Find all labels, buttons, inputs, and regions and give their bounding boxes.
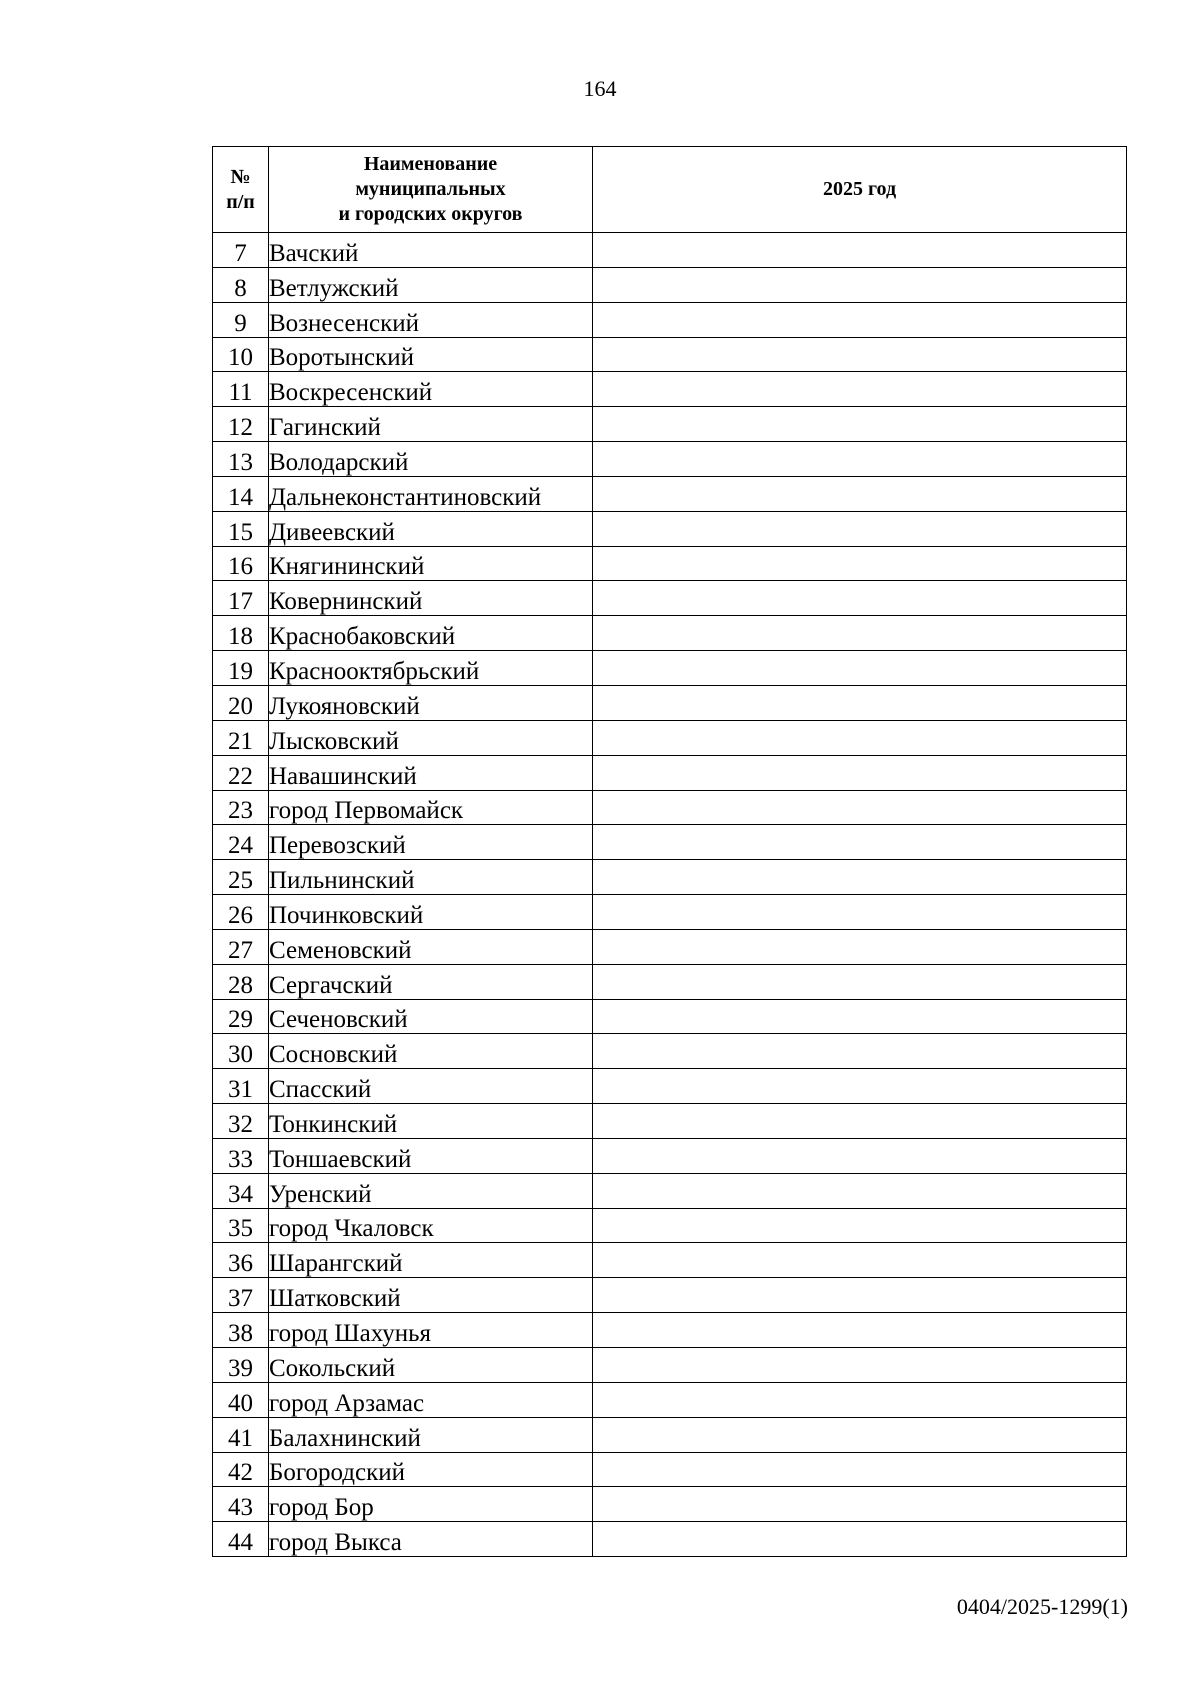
row-value-2025 bbox=[593, 1208, 1127, 1243]
row-name: Сергачский bbox=[269, 964, 593, 999]
row-value-2025 bbox=[593, 1348, 1127, 1383]
row-name: Воротынский bbox=[269, 337, 593, 372]
table-row bbox=[213, 1104, 1127, 1139]
row-name: Шатковский bbox=[269, 1278, 593, 1313]
row-value-2025 bbox=[593, 337, 1127, 372]
table-row bbox=[213, 337, 1127, 372]
row-name: город Шахунья bbox=[269, 1313, 593, 1348]
header-number-line: п/п bbox=[226, 190, 255, 213]
table-row bbox=[213, 929, 1127, 964]
row-name: Тонкинский bbox=[269, 1104, 593, 1139]
table-row bbox=[213, 442, 1127, 477]
row-name: Дальнеконстантиновский bbox=[269, 476, 593, 511]
row-number: 28 bbox=[213, 964, 269, 999]
row-value-2025 bbox=[593, 999, 1127, 1034]
row-value-2025 bbox=[593, 1382, 1127, 1417]
table-row bbox=[213, 1278, 1127, 1313]
table-row bbox=[213, 1069, 1127, 1104]
row-name: Краснооктябрьский bbox=[269, 651, 593, 686]
row-name: Навашинский bbox=[269, 755, 593, 790]
row-number: 12 bbox=[213, 407, 269, 442]
row-number: 40 bbox=[213, 1382, 269, 1417]
table-row bbox=[213, 1382, 1127, 1417]
table-row bbox=[213, 233, 1127, 268]
row-name: Володарский bbox=[269, 442, 593, 477]
row-name: Воскресенский bbox=[269, 372, 593, 407]
table-row bbox=[213, 860, 1127, 895]
table-row bbox=[213, 1417, 1127, 1452]
table-row bbox=[213, 1034, 1127, 1069]
row-value-2025 bbox=[593, 895, 1127, 930]
row-value-2025 bbox=[593, 476, 1127, 511]
table-row bbox=[213, 476, 1127, 511]
table-row bbox=[213, 720, 1127, 755]
row-value-2025 bbox=[593, 442, 1127, 477]
row-number: 32 bbox=[213, 1104, 269, 1139]
row-number: 29 bbox=[213, 999, 269, 1034]
row-value-2025 bbox=[593, 1278, 1127, 1313]
row-name: Семеновский bbox=[269, 929, 593, 964]
row-name: Спасский bbox=[269, 1069, 593, 1104]
row-number: 24 bbox=[213, 825, 269, 860]
header-name bbox=[269, 147, 593, 233]
row-name: город Выкса bbox=[269, 1522, 593, 1557]
row-value-2025 bbox=[593, 825, 1127, 860]
row-name: Княгининский bbox=[269, 546, 593, 581]
row-name: Лысковский bbox=[269, 720, 593, 755]
table-row bbox=[213, 1522, 1127, 1557]
row-value-2025 bbox=[593, 1243, 1127, 1278]
row-number: 13 bbox=[213, 442, 269, 477]
row-number: 31 bbox=[213, 1069, 269, 1104]
row-value-2025 bbox=[593, 1417, 1127, 1452]
row-name: Вачский bbox=[269, 233, 593, 268]
row-name: Сеченовский bbox=[269, 999, 593, 1034]
row-name: Сосновский bbox=[269, 1034, 593, 1069]
row-value-2025 bbox=[593, 1034, 1127, 1069]
row-name: Балахнинский bbox=[269, 1417, 593, 1452]
row-name: Тоншаевский bbox=[269, 1138, 593, 1173]
row-value-2025 bbox=[593, 302, 1127, 337]
table-row bbox=[213, 825, 1127, 860]
row-number: 7 bbox=[213, 233, 269, 268]
table-row bbox=[213, 790, 1127, 825]
municipalities-table bbox=[212, 146, 1127, 1557]
row-number: 26 bbox=[213, 895, 269, 930]
row-number: 34 bbox=[213, 1173, 269, 1208]
row-value-2025 bbox=[593, 929, 1127, 964]
row-number: 19 bbox=[213, 651, 269, 686]
row-value-2025 bbox=[593, 1173, 1127, 1208]
table-row bbox=[213, 964, 1127, 999]
row-value-2025 bbox=[593, 1522, 1127, 1557]
row-number: 43 bbox=[213, 1487, 269, 1522]
row-number: 17 bbox=[213, 581, 269, 616]
table-row bbox=[213, 1138, 1127, 1173]
row-value-2025 bbox=[593, 581, 1127, 616]
header-number bbox=[213, 147, 269, 233]
row-number: 33 bbox=[213, 1138, 269, 1173]
table-row bbox=[213, 581, 1127, 616]
row-number: 8 bbox=[213, 267, 269, 302]
row-value-2025 bbox=[593, 720, 1127, 755]
row-value-2025 bbox=[593, 1138, 1127, 1173]
table-row bbox=[213, 895, 1127, 930]
table-row bbox=[213, 372, 1127, 407]
row-value-2025 bbox=[593, 407, 1127, 442]
row-value-2025 bbox=[593, 616, 1127, 651]
row-value-2025 bbox=[593, 1487, 1127, 1522]
header-year: 2025 год bbox=[593, 147, 1127, 233]
table-row bbox=[213, 546, 1127, 581]
row-name: город Арзамас bbox=[269, 1382, 593, 1417]
table-row bbox=[213, 1487, 1127, 1522]
table-row bbox=[213, 1348, 1127, 1383]
row-name: Пильнинский bbox=[269, 860, 593, 895]
row-name: Гагинский bbox=[269, 407, 593, 442]
row-number: 37 bbox=[213, 1278, 269, 1313]
row-value-2025 bbox=[593, 511, 1127, 546]
row-value-2025 bbox=[593, 1104, 1127, 1139]
row-name: город Первомайск bbox=[269, 790, 593, 825]
row-number: 25 bbox=[213, 860, 269, 895]
row-value-2025 bbox=[593, 267, 1127, 302]
row-name: Лукояновский bbox=[269, 685, 593, 720]
row-number: 44 bbox=[213, 1522, 269, 1557]
header-name-line: и городских округов bbox=[338, 203, 523, 225]
row-name: Сокольский bbox=[269, 1348, 593, 1383]
row-value-2025 bbox=[593, 1313, 1127, 1348]
row-name: Уренский bbox=[269, 1173, 593, 1208]
row-number: 41 bbox=[213, 1417, 269, 1452]
row-number: 35 bbox=[213, 1208, 269, 1243]
table-row bbox=[213, 685, 1127, 720]
row-number: 21 bbox=[213, 720, 269, 755]
row-number: 15 bbox=[213, 511, 269, 546]
table-row bbox=[213, 267, 1127, 302]
row-number: 36 bbox=[213, 1243, 269, 1278]
row-value-2025 bbox=[593, 755, 1127, 790]
row-name: Дивеевский bbox=[269, 511, 593, 546]
row-name: Краснобаковский bbox=[269, 616, 593, 651]
row-value-2025 bbox=[593, 651, 1127, 686]
row-name: Перевозский bbox=[269, 825, 593, 860]
row-number: 18 bbox=[213, 616, 269, 651]
table-row bbox=[213, 1208, 1127, 1243]
table-row bbox=[213, 1173, 1127, 1208]
table-row bbox=[213, 999, 1127, 1034]
table-row bbox=[213, 755, 1127, 790]
row-name: Шарангский bbox=[269, 1243, 593, 1278]
table-row bbox=[213, 616, 1127, 651]
row-number: 16 bbox=[213, 546, 269, 581]
document-code: 0404/2025-1299(1) bbox=[956, 1594, 1128, 1619]
header-number-line: № bbox=[230, 165, 251, 188]
row-number: 30 bbox=[213, 1034, 269, 1069]
table-row bbox=[213, 651, 1127, 686]
table-header-row bbox=[213, 147, 1127, 233]
row-value-2025 bbox=[593, 964, 1127, 999]
row-value-2025 bbox=[593, 233, 1127, 268]
row-value-2025 bbox=[593, 372, 1127, 407]
row-name: Починковский bbox=[269, 895, 593, 930]
page-number: 164 bbox=[583, 76, 617, 101]
row-number: 23 bbox=[213, 790, 269, 825]
row-value-2025 bbox=[593, 546, 1127, 581]
row-name: город Бор bbox=[269, 1487, 593, 1522]
row-value-2025 bbox=[593, 1452, 1127, 1487]
table-row bbox=[213, 1243, 1127, 1278]
row-number: 20 bbox=[213, 685, 269, 720]
row-value-2025 bbox=[593, 860, 1127, 895]
table-row bbox=[213, 302, 1127, 337]
row-name: Богородский bbox=[269, 1452, 593, 1487]
row-value-2025 bbox=[593, 1069, 1127, 1104]
table-row bbox=[213, 511, 1127, 546]
table-row bbox=[213, 407, 1127, 442]
row-number: 22 bbox=[213, 755, 269, 790]
row-number: 27 bbox=[213, 929, 269, 964]
row-number: 10 bbox=[213, 337, 269, 372]
row-number: 39 bbox=[213, 1348, 269, 1383]
row-number: 38 bbox=[213, 1313, 269, 1348]
table-row bbox=[213, 1313, 1127, 1348]
row-number: 11 bbox=[213, 372, 269, 407]
row-name: Вознесенский bbox=[269, 302, 593, 337]
row-name: Ветлужский bbox=[269, 267, 593, 302]
row-number: 9 bbox=[213, 302, 269, 337]
row-name: Ковернинский bbox=[269, 581, 593, 616]
row-number: 14 bbox=[213, 476, 269, 511]
row-number: 42 bbox=[213, 1452, 269, 1487]
header-name-line: муниципальных bbox=[355, 178, 506, 200]
row-name: город Чкаловск bbox=[269, 1208, 593, 1243]
row-value-2025 bbox=[593, 790, 1127, 825]
header-name-line: Наименование bbox=[363, 153, 498, 175]
row-value-2025 bbox=[593, 685, 1127, 720]
table-row bbox=[213, 1452, 1127, 1487]
